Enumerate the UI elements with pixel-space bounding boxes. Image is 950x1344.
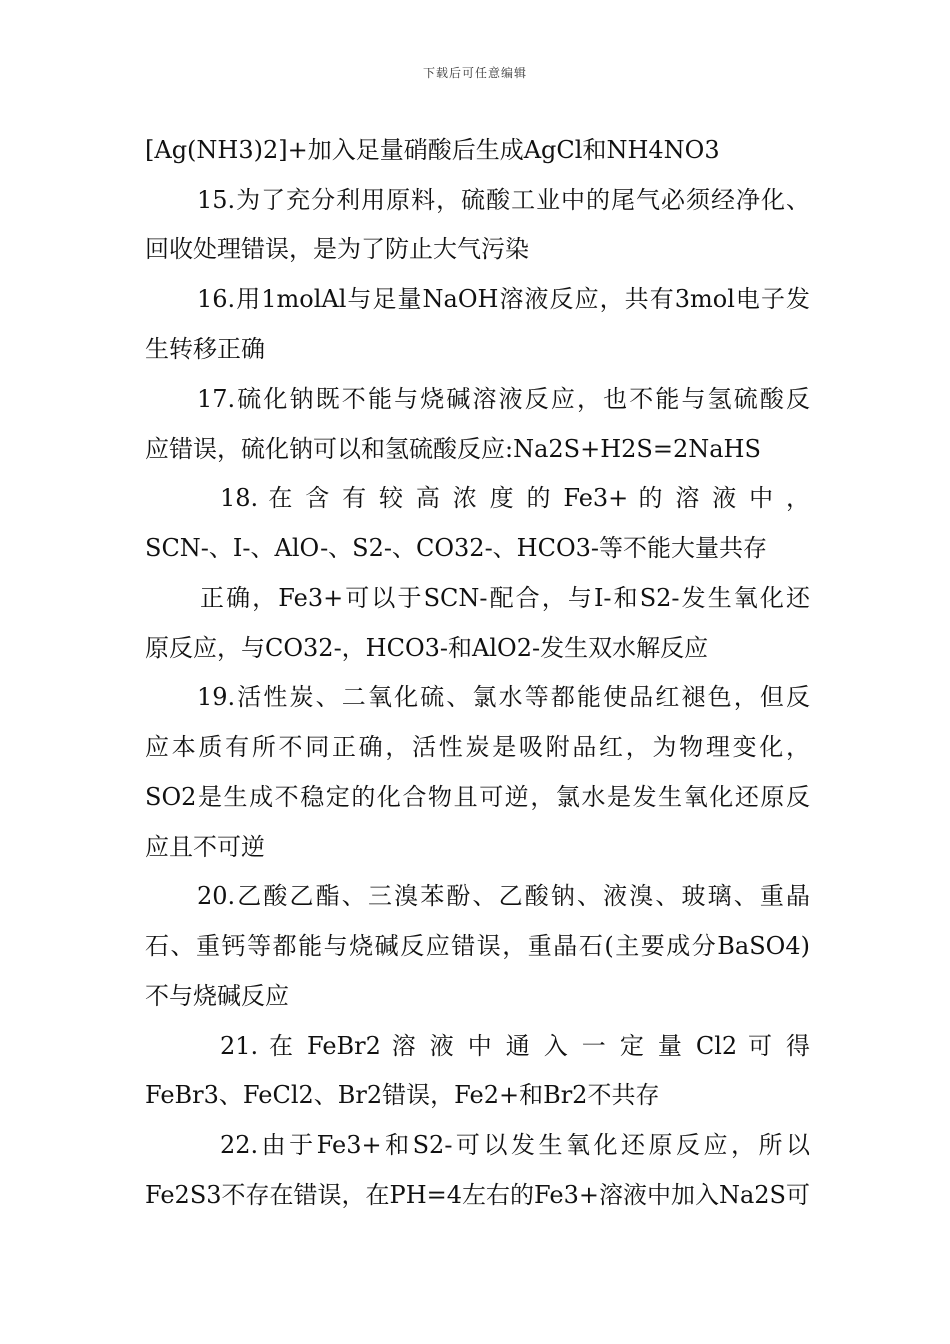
text-line: 石、重钙等都能与烧碱反应错误，重晶石(主要成分BaSO4) <box>145 932 810 960</box>
text-line: 17.硫化钠既不能与烧碱溶液反应，也不能与氢硫酸反 <box>197 385 810 413</box>
text-line: 18. 在 含 有 较 高 浓 度 的 Fe3+ 的 溶 液 中 ， <box>220 484 810 512</box>
text-line: 15.为了充分利用原料，硫酸工业中的尾气必须经净化、 <box>197 186 810 214</box>
text-line: SCN-、I-、AlO-、S2-、CO32-、HCO3-等不能大量共存 <box>145 534 768 562</box>
text-line: FeBr3、FeCl2、Br2错误，Fe2+和Br2不共存 <box>145 1081 660 1109</box>
text-line: 应且不可逆 <box>145 833 265 861</box>
text-line: 回收处理错误，是为了防止大气污染 <box>145 235 529 263</box>
text-line: 16.用1molAl与足量NaOH溶液反应，共有3mol电子发 <box>197 285 810 313</box>
text-line: 正确，Fe3+可以于SCN-配合，与I-和S2-发生氧化还 <box>200 584 810 612</box>
text-line: 应错误，硫化钠可以和氢硫酸反应:Na2S+H2S=2NaHS <box>145 435 761 463</box>
text-line: 20.乙酸乙酯、三溴苯酚、乙酸钠、液溴、玻璃、重晶 <box>197 882 810 910</box>
text-line: 原反应，与CO32-，HCO3-和AlO2-发生双水解反应 <box>145 634 709 662</box>
text-line: [Ag(NH3)2]+加入足量硝酸后生成AgCl和NH4NO3 <box>145 136 720 164</box>
text-line: 不与烧碱反应 <box>145 982 289 1010</box>
text-line: 应本质有所不同正确，活性炭是吸附品红，为物理变化， <box>145 733 810 761</box>
text-line: SO2是生成不稳定的化合物且可逆，氯水是发生氧化还原反 <box>145 783 810 811</box>
text-line: Fe2S3不存在错误，在PH=4左右的Fe3+溶液中加入Na2S可 <box>145 1181 810 1209</box>
page-header: 下载后可任意编辑 <box>422 66 527 80</box>
text-line: 22.由于Fe3+和S2-可以发生氧化还原反应，所以 <box>220 1131 810 1159</box>
text-line: 21. 在 FeBr2 溶 液 中 通 入 一 定 量 Cl2 可 得 <box>220 1032 810 1060</box>
text-line: 19.活性炭、二氧化硫、氯水等都能使品红褪色，但反 <box>197 683 810 711</box>
text-line: 生转移正确 <box>145 335 265 363</box>
